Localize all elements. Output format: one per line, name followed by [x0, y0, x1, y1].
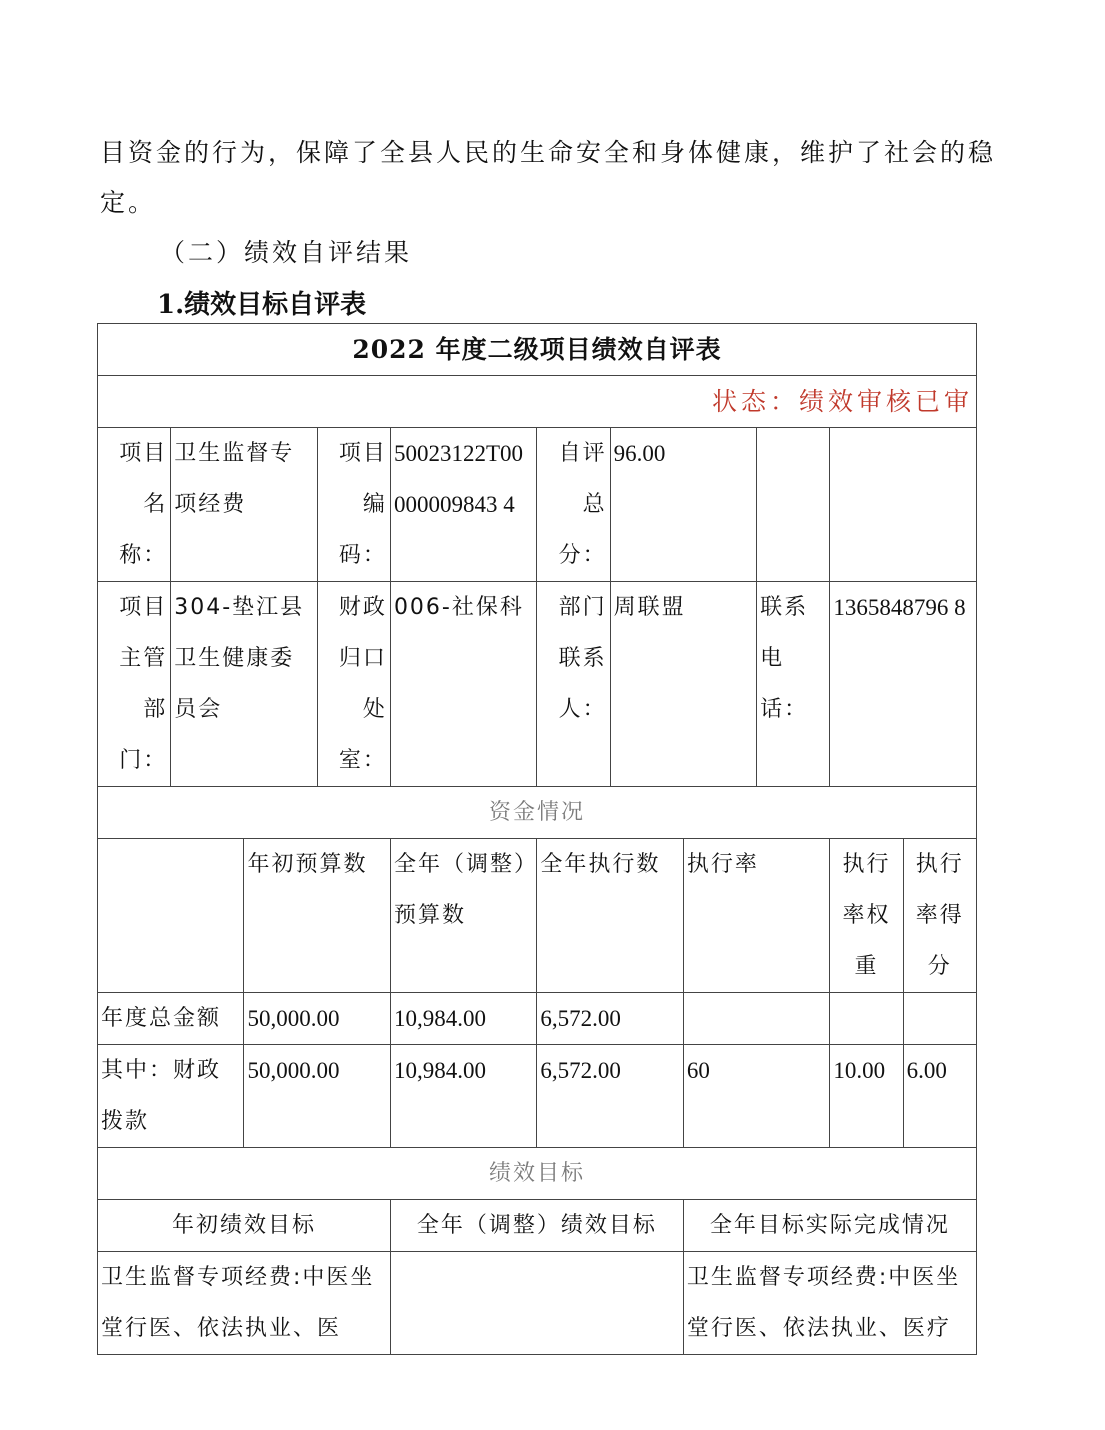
- section-heading: （二）绩效自评结果: [160, 238, 413, 267]
- finance-label: 财政归口处室：: [317, 582, 390, 787]
- execution-rate-value: [683, 993, 829, 1045]
- status-text: 状态：绩效审核已审: [98, 376, 977, 428]
- table-title: 2022 年度二级项目绩效自评表: [98, 324, 977, 376]
- funds-section-title: 资金情况: [98, 787, 977, 839]
- empty-cell: [830, 428, 977, 582]
- rate-weight-value: [830, 993, 903, 1045]
- execution-rate-value: 60: [683, 1045, 829, 1148]
- phone-value: 1365848796 8: [830, 582, 977, 787]
- project-row: [98, 428, 977, 582]
- adjusted-goal-header: 全年（调整）绩效目标: [390, 1200, 683, 1252]
- funds-row-label: 年度总金额: [98, 993, 244, 1045]
- initial-budget-header: 年初预算数: [244, 839, 390, 993]
- execution-rate-header: 执行率: [683, 839, 829, 993]
- project-name-value: 卫生监督专项经费: [171, 428, 317, 582]
- goals-section-row: [98, 1148, 977, 1200]
- title-row: [98, 324, 977, 376]
- status-row: [98, 376, 977, 428]
- rate-score-header: 执行率得分: [903, 839, 976, 993]
- contact-value: 周联盟: [610, 582, 756, 787]
- performance-evaluation-table: [97, 323, 977, 1355]
- funds-row-total: [98, 993, 977, 1045]
- project-name-label: 项目名称：: [98, 428, 171, 582]
- project-code-label: 项目编码：: [317, 428, 390, 582]
- initial-budget-value: 50,000.00: [244, 1045, 390, 1148]
- initial-goal-header: 年初绩效目标: [98, 1200, 391, 1252]
- self-score-label: 自评总分：: [537, 428, 610, 582]
- rate-weight-header: 执行率权重: [830, 839, 903, 993]
- rate-score-value: [903, 993, 976, 1045]
- actual-completion-text: 卫生监督专项经费:中医坐堂行医、依法执业、医疗: [683, 1252, 976, 1355]
- rate-weight-value: 10.00: [830, 1045, 903, 1148]
- executed-value: 6,572.00: [537, 993, 683, 1045]
- initial-budget-value: 50,000.00: [244, 993, 390, 1045]
- project-code-value: 50023122T00000009843 4: [390, 428, 536, 582]
- department-row: [98, 582, 977, 787]
- funds-row-fiscal: [98, 1045, 977, 1148]
- adjusted-budget-value: 10,984.00: [390, 1045, 536, 1148]
- rate-score-value: 6.00: [903, 1045, 976, 1148]
- actual-completion-header: 全年目标实际完成情况: [683, 1200, 976, 1252]
- adjusted-budget-header: 全年（调整）预算数: [390, 839, 536, 993]
- goals-section-title: 绩效目标: [98, 1148, 977, 1200]
- empty-cell: [757, 428, 830, 582]
- goals-content-row: [98, 1252, 977, 1355]
- empty-cell: [98, 839, 244, 993]
- contact-label: 部门联系人：: [537, 582, 610, 787]
- adjusted-goal-text: [390, 1252, 683, 1355]
- dept-label: 项目主管部门：: [98, 582, 171, 787]
- adjusted-budget-value: 10,984.00: [390, 993, 536, 1045]
- sub-heading: 1.绩效目标自评表: [157, 290, 367, 320]
- executed-value: 6,572.00: [537, 1045, 683, 1148]
- goals-header-row: [98, 1200, 977, 1252]
- finance-value: 006-社保科: [390, 582, 536, 787]
- self-score-value: 96.00: [610, 428, 756, 582]
- funds-row-label: 其中：财政拨款: [98, 1045, 244, 1148]
- dept-value: 304-垫江县卫生健康委员会: [171, 582, 317, 787]
- funds-header-row: [98, 839, 977, 993]
- initial-goal-text: 卫生监督专项经费:中医坐堂行医、依法执业、医: [98, 1252, 391, 1355]
- funds-section-row: [98, 787, 977, 839]
- intro-paragraph: 目资金的行为，保障了全县人民的生命安全和身体健康，维护了社会的稳定。: [100, 138, 997, 217]
- executed-header: 全年执行数: [537, 839, 683, 993]
- phone-label: 联系电话：: [757, 582, 830, 787]
